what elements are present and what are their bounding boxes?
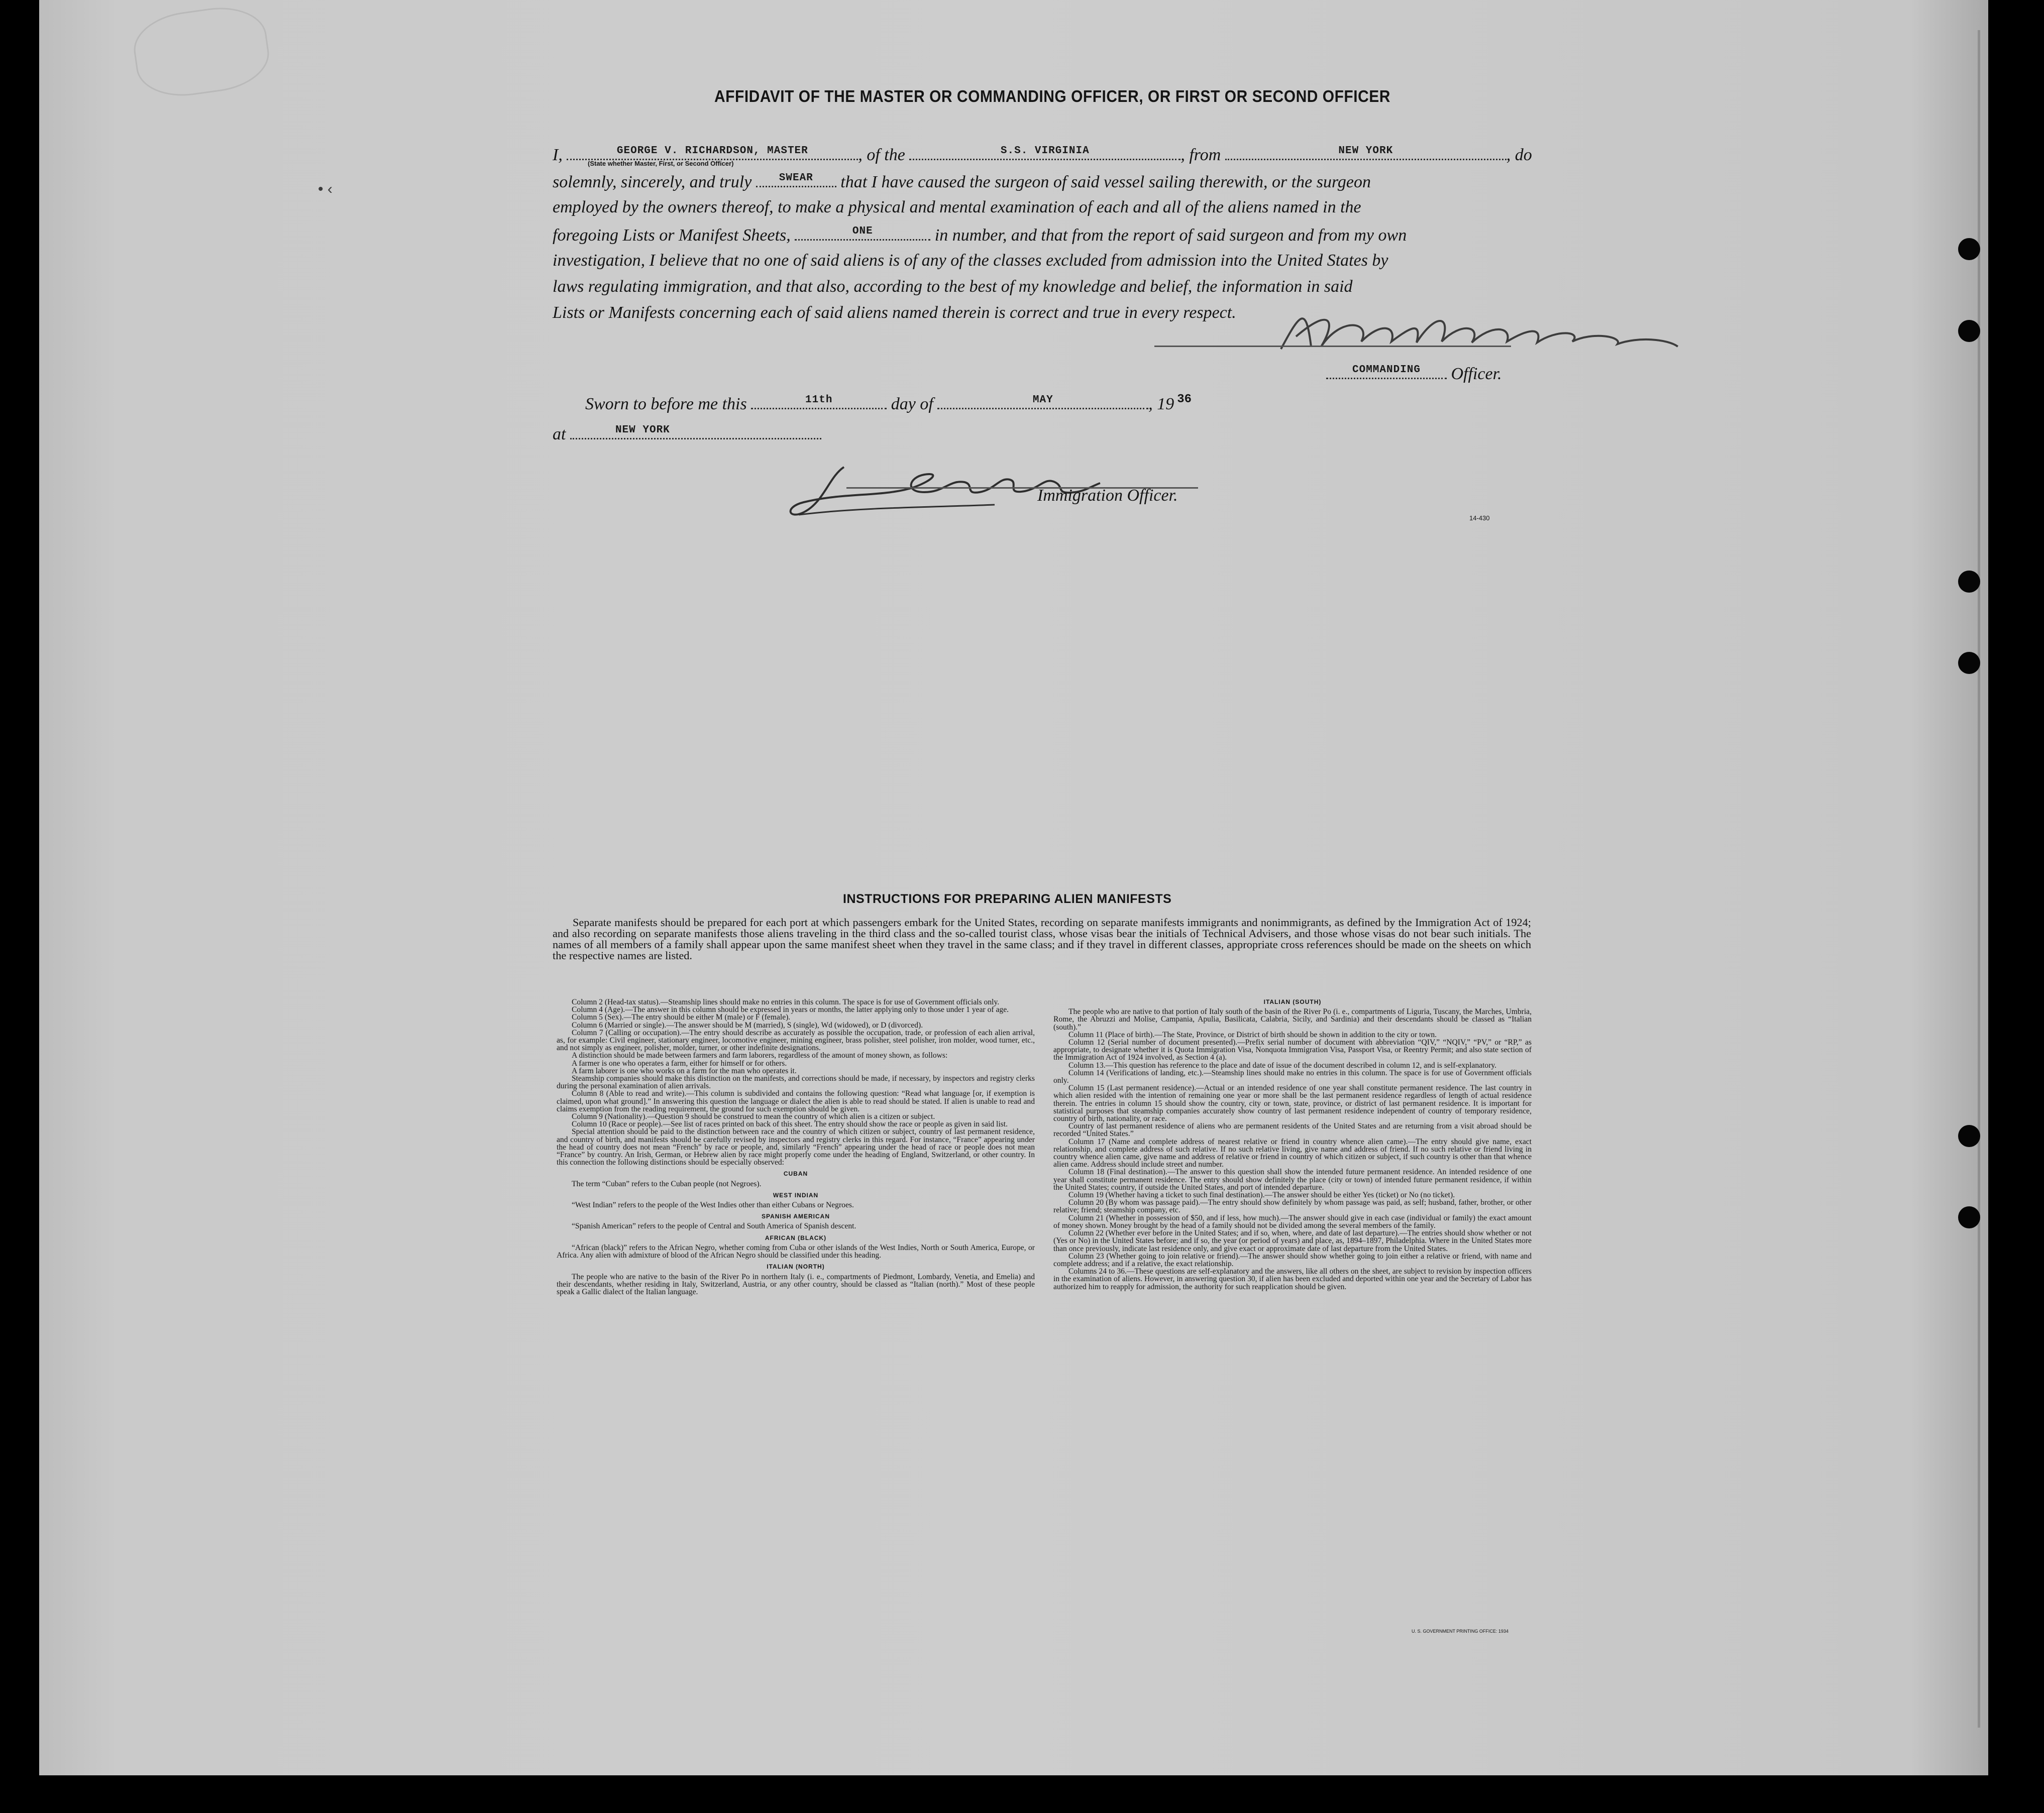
affidavit-line-3: employed by the owners thereof, to make a physical and mental examination of each and all of the aliens named in the [553,198,1361,216]
punch-hole-3 [1958,571,1980,593]
master-rank-note: (State whether Master, First, or Second Officer) [588,160,734,167]
sheets-count-field [795,224,930,241]
affidavit-line-7: Lists or Manifests concerning each of said aliens named therein is correct and true in every respect. [553,303,1236,322]
oath-value: SWEAR [779,172,813,184]
sworn-month-field [937,393,1148,409]
african-definition: “African (black)” refers to the African Negro, whether coming from Cuba or other islands of the West Indies, North or South America, Europe, or Africa. Any alien with admixture of blood of the African Negro should be classified under this heading. [557,1243,1035,1260]
label-officer: Officer. [1451,365,1502,383]
vessel-field [909,144,1180,160]
sworn-year-value: 36 [1177,393,1192,406]
italian-south-definition: The people who are native to that portion of Italy south of the basin of the River Po (i. e., compartments of Liguria, Tuscany, the Marches, Umbria, Rome, the Abruzzi and Molise, Campania, Apulia, Basilicata, Calabria, Sicily, and Sardinia) and their descendants should be classed as “Italian (south).” [1053,1007,1532,1032]
col-15-instruction: Column 15 (Last permanent residence).—Actual or an intended residence of one year shall constitute permanent residence. The last country in which alien resided with the intention of remaining one year or more shall be the last permanent residence regardless of length of actual residence therein. The entries in column 15 should show the country, city or town, state, province, or district of last permanent residence. It is important for statistical purposes that steamship companies accurately show country of last permanent residence independent of country of temporary residence, country of birth, nationality, or race. [1053,1084,1532,1123]
col-6-instruction: Column 6 (Married or single).—The answer should be M (married), S (single), Wd (widowed), or D (divorced). [572,1021,923,1030]
col-17-instruction: Column 17 (Name and complete address of nearest relative or friend in country whence alien came).—The entry should give name, exact relationship, and complete address of such relative. If no such relative living, give name and address of friend. If no such relative or friend living in country whence alien came, give name and address of relative or friend in country of which citizen or subject, if such country is other than that whence alien came. Address should include street and number. [1053,1137,1532,1169]
instructions-left-column [557,998,1035,1296]
heading-italian-south: ITALIAN (SOUTH) [1263,998,1322,1005]
farmer-definition: A farmer is one who operates a farm, either for himself or for others. [572,1059,787,1068]
master-signature [1271,301,1683,359]
instructions-title: INSTRUCTIONS FOR PREPARING ALIEN MANIFESTS [843,892,1172,906]
instructions-right-column [1053,998,1532,1291]
label-solemnly: solemnly, sincerely, and truly [553,173,752,191]
label-day-of: day of [891,395,933,413]
label-from: , from [1180,146,1221,164]
sheets-count-value: ONE [852,225,873,237]
label-year-prefix: , 19 [1148,395,1174,413]
col-2-instruction: Column 2 (Head-tax status).—Steamship lines should make no entries in this column. The space is for use of Government officials only. [572,998,1000,1006]
sworn-day-field [751,393,887,409]
sworn-day-value: 11th [805,394,833,406]
vessel-value: S.S. VIRGINIA [1000,145,1090,157]
sworn-line [585,393,1192,414]
officer-rank-field [1326,363,1447,379]
label-i: I, [553,146,563,164]
label-sworn: Sworn to before me this [585,395,747,413]
col-18-instruction: Column 18 (Final destination).—The answer to this question shall show the intended future permanent residence. An intended residence of one year shall constitute permanent residence. The entry should show definitely the place (city or town) of intended future permanent residence, if within the United States; country, if outside the United States, and port of intended departure. [1053,1168,1532,1192]
punch-hole-1 [1958,238,1980,260]
officer-rank-value: COMMANDING [1352,364,1421,376]
port-from-field [1225,144,1507,160]
affidavit-line-4 [553,224,1407,245]
col-4-instruction: Column 4 (Age).—The answer in this column should be expressed in years or months, the latter applying only to those under 1 year of age. [572,1005,1009,1014]
label-do: , do [1506,146,1532,164]
label-foregoing: foregoing Lists or Manifest Sheets, [553,226,791,245]
col-5-instruction: Column 5 (Sex).—The entry should be either M (male) or F (female). [572,1013,791,1022]
col-20-instruction: Column 20 (By whom was passage paid).—The entry should show definitely by whom passage was paid, as self; husband, father, brother, or other relative; friend; steamship company, etc. [1053,1198,1532,1215]
col-13-instruction: Column 13.—This question has reference to the place and date of issue of the document described in column 12, and is self-explanatory. [1068,1061,1497,1070]
col-23-instruction: Column 23 (Whether going to join relative or friend).—The answer should show whether going to join either a relative or friend, with name and complete address; and if a relative, the exact relationship. [1053,1252,1532,1268]
oath-field [756,171,836,187]
punch-hole-5 [1958,1125,1980,1147]
page-fold-edge [1978,30,1980,1728]
punch-hole-2 [1958,320,1980,342]
heading-west-indian: WEST INDIAN [773,1191,819,1199]
sworn-month-value: MAY [1032,394,1053,406]
steamship-distinction: Steamship companies should make this distinction on the manifests, and corrections should be made, if necessary, by inspectors and registry clerks during the personal examination of alien arrivals. [557,1074,1035,1091]
label-in-number: in number, and that from the report of said surgeon and from my own [934,226,1407,245]
sworn-place-field [570,423,821,439]
affidavit-line-2 [553,171,1371,192]
farmer-distinction: A distinction should be made between farmers and farm laborers, regardless of the amount of money shown, as follows: [572,1051,948,1060]
col-8-instruction: Column 8 (Able to read and write).—This column is subdivided and contains the following question: “Read what language [or, if exemption is claimed, upon what ground].” In answering this question the language or dialect the alien is able to read should be stated. If alien is unable to read and claims exemption from the reading requirement, the ground for such exemption should be given. [557,1089,1035,1113]
heading-african: AFRICAN (BLACK) [765,1234,827,1241]
west-indian-definition: “West Indian” refers to the people of the West Indies other than either Cubans or Negroes. [572,1201,854,1210]
edge-mark: • ‹ [318,181,333,197]
faded-stamp-mark [130,1,274,102]
instructions-intro: Separate manifests should be prepared for each port at which passengers embark for the United States, recording on separate manifests immigrants and nonimmigrants, as defined by the Immigration Act of 1924; and also recording on separate manifests those aliens traveling in the third class and the so-called tourist class, whose visas bear the initials of Technical Advisers, and those whose visas do not bear such initials. The names of all members of a family shall appear upon the same manifest sheet when they travel in the same class; and if they travel in different classes, appropriate cross references should be made on the sheets on which the respective names are listed. [553,916,1531,962]
label-at: at [553,425,566,443]
form-code: 14-430 [1469,514,1490,522]
col-24-36-instruction: Columns 24 to 36.—These questions are self-explanatory and the answers, like all others on the sheet, are subject to revision by inspection officers in the examination of aliens. However, in answering question 30, if alien has been excluded and deported within one year and the Secretary of Labor has authorized him to reapply for admission, the authority for such reapplication should be given. [1053,1267,1532,1291]
label-of-the: , of the [858,146,905,164]
master-name-value: GEORGE V. RICHARDSON, MASTER [616,145,808,157]
affidavit-line-5: investigation, I believe that no one of said aliens is of any of the classes excluded from admission into the United States by [553,251,1388,270]
race-distinction: Special attention should be paid to the distinction between race and the country of which citizen or subject, country of last permanent residence, and country of birth, and manifests should be carefully revised by inspectors and registry clerks in this regard. For instance, “France” appearing under the head of country does not mean “French” by race or people, and, similarly “French” appearing under the head of race or people does not mean “France” by country. An Irish, German, or Hebrew alien by race might properly come under the heading of England, Switzerland, or other country. In this connection the following distinctions should be especially observed: [557,1127,1035,1167]
col-19-instruction: Column 19 (Whether having a ticket to such final destination).—The answer should be either Yes (ticket) or No (no ticket). [1068,1191,1455,1200]
printer-imprint: U. S. GOVERNMENT PRINTING OFFICE: 1934 [1412,1629,1509,1634]
col-14-instruction: Column 14 (Verifications of landing, etc.).—Steamship lines should make no entries in this column. The space is for use of Government officials only. [1053,1068,1532,1085]
punch-hole-6 [1958,1206,1980,1228]
officer-line [1326,363,1502,384]
label-surgeon: that I have caused the surgeon of said vessel sailing therewith, or the surgeon [840,173,1371,191]
heading-cuban: CUBAN [783,1170,808,1178]
farm-laborer-definition: A farm laborer is one who works on a farm for the man who operates it. [572,1066,797,1075]
spanish-american-definition: “Spanish American” refers to the people of Central and South America of Spanish descent. [572,1222,856,1231]
affidavit-line-6: laws regulating immigration, and that also, according to the best of my knowledge and belief, the information in said [553,277,1353,296]
heading-spanish-american: SPANISH AMERICAN [761,1213,830,1220]
sworn-place-value: NEW YORK [615,424,670,436]
port-from-value: NEW YORK [1338,145,1393,157]
immigration-officer-label: Immigration Officer. [1037,486,1178,505]
heading-italian-north: ITALIAN (NORTH) [767,1263,825,1271]
col-7-instruction: Column 7 (Calling or occupation).—The entry should describe as accurately as possible the occupation, trade, or profession of each alien arrival, as, for example: Civil engineer, stationary engineer, locomotive engineer, mining engineer, brass polisher, steel polisher, iron molder, wood turner, etc., and not simply as engineer, polisher, molder, turner, or other indefinite designations. [557,1028,1035,1053]
italian-north-definition: The people who are native to the basin of the River Po in northern Italy (i. e., compartments of Piedmont, Lombardy, Venetia, and Emelia) and their descendants, whether residing in Italy, Switzerland, Austria, or any other country, should be classed as “Italian (north).” Most of these people speak a Gallic dialect of the Italian language. [557,1272,1035,1296]
col-11-instruction: Column 11 (Place of birth).—The State, Province, or District of birth should be shown in addition to the city or town. [1068,1030,1437,1039]
col-12-instruction: Column 12 (Serial number of document presented).—Prefix serial number of document with abbreviation “QIV,” “NQIV,” “PV,” or “RP,” as appropriate, to designate whether it is Quota Immigration Visa, Nonquota Immigration Visa, Passport Visa, or Reentry Permit; and also state section of the Immigration Act of 1924 involved, as Section 4 (a). [1053,1038,1532,1062]
cuban-definition: The term “Cuban” refers to the Cuban people (not Negroes). [572,1179,762,1188]
col-9-instruction: Column 9 (Nationality).—Question 9 should be construed to mean the country of which alien is a citizen or subject. [572,1112,935,1121]
affidavit-title: AFFIDAVIT OF THE MASTER OR COMMANDING OFFICER, OR FIRST OR SECOND OFFICER [714,87,1390,106]
master-name-field [567,144,858,160]
permanent-residence-note: Country of last permanent residence of aliens who are permanent residents of the United States and are returning from a visit abroad should be recorded “United States.” [1053,1122,1532,1139]
at-line [553,423,821,444]
col-21-instruction: Column 21 (Whether in possession of $50, and if less, how much).—The answer should give in each case (individual or family) the exact amount of money shown. Money brought by the head of a family should not be divided among the several members of the family. [1053,1213,1532,1230]
col-22-instruction: Column 22 (Whether ever before in the United States; and if so, when, where, and date of last departure).—The entries should show whether or not (Yes or No) in the United States before; and if so, the year (or period of years) and place, as, 1894–1897, Philadelphia. Where in the United States more than once previously, indicate last residence only, and give exact or approximate date of last departure from the United States. [1053,1229,1532,1253]
punch-hole-4 [1958,652,1980,674]
col-10-instruction: Column 10 (Race or people).—See list of races printed on back of this sheet. The entry should show the race or people as given in said list. [572,1120,1008,1129]
signature-rule [1154,346,1511,347]
